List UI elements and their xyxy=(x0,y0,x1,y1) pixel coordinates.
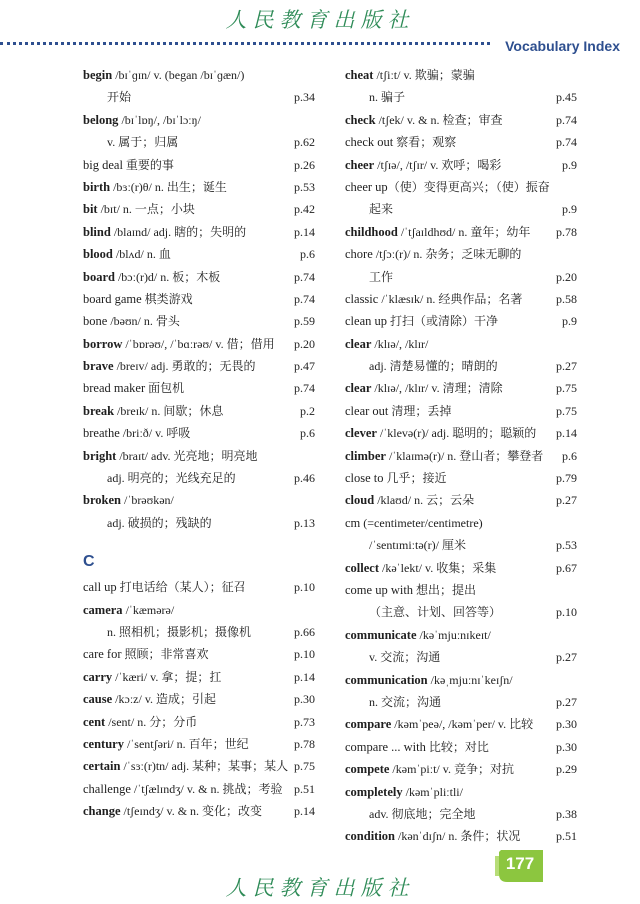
index-entry xyxy=(345,422,577,444)
entry-definition: /ˈklevə(r)/ adj. 聪明的；聪颖的 xyxy=(376,426,537,441)
entry-headword: clean up xyxy=(345,314,387,329)
index-entry-continuation xyxy=(83,512,315,534)
entry-page-ref: p.30 xyxy=(556,739,577,754)
index-entry xyxy=(345,557,577,579)
entry-headword: completely xyxy=(345,784,403,799)
index-entry xyxy=(345,154,577,176)
entry-definition: /kəˌmjuːnɪˈkeɪʃn/ xyxy=(427,672,513,687)
entry-definition: /bɪˈlɒŋ/, /bɪˈlɔːŋ/ xyxy=(118,112,201,127)
index-entry xyxy=(83,154,315,176)
index-entry-continuation xyxy=(345,355,577,377)
entry-page-ref: p.30 xyxy=(294,692,315,707)
entry-headword: bone xyxy=(83,314,108,329)
entry-definition: /blʌd/ n. 血 xyxy=(112,247,171,262)
index-entry xyxy=(345,825,577,847)
entry-page-ref: p.58 xyxy=(556,291,577,306)
entry-page-ref: p.14 xyxy=(556,426,577,441)
entry-definition: /tʃek/ v. & n. 检查；审查 xyxy=(375,112,503,127)
entry-headword: clear out xyxy=(345,403,389,418)
entry-page-ref: p.14 xyxy=(294,804,315,819)
index-entry xyxy=(83,109,315,131)
index-entry-continuation xyxy=(345,646,577,668)
entry-headword: communication xyxy=(345,672,428,687)
entry-headword: cause xyxy=(83,692,113,707)
entry-page-ref: p.13 xyxy=(294,515,315,530)
index-entry xyxy=(345,109,577,131)
entry-page-ref: p.20 xyxy=(294,336,315,351)
entry-definition: 面包机 xyxy=(145,381,185,396)
entry-headword: bright xyxy=(83,448,117,463)
entry-page-ref: p.79 xyxy=(556,471,577,486)
entry-page-ref: p.53 xyxy=(294,179,315,194)
entry-headword: come up with xyxy=(345,582,414,597)
index-entry xyxy=(345,131,577,153)
index-entry xyxy=(345,579,577,601)
entry-page-ref: p.75 xyxy=(294,759,315,774)
entry-definition: /ˈsentʃəri/ n. 百年；世纪 xyxy=(123,736,249,751)
entry-page-ref: p.10 xyxy=(294,580,315,595)
entry-headword: camera xyxy=(83,602,123,617)
entry-page-ref: p.20 xyxy=(556,269,577,284)
index-entry xyxy=(345,64,577,86)
entry-headword: chore xyxy=(345,247,373,262)
entry-definition: 重要的事 xyxy=(122,157,174,172)
entry-definition: /breɪk/ n. 间歇；休息 xyxy=(114,403,224,418)
index-entry xyxy=(83,688,315,710)
index-entry xyxy=(83,333,315,355)
index-entry xyxy=(83,422,315,444)
entry-page-ref: p.59 xyxy=(294,314,315,329)
entry-page-ref: p.10 xyxy=(294,647,315,662)
entry-page-ref: p.14 xyxy=(294,224,315,239)
entry-page-ref: p.75 xyxy=(556,381,577,396)
entry-definition: /kəmˈpeə/, /kəmˈper/ v. 比较 xyxy=(391,717,534,732)
entry-headword: board game xyxy=(83,291,142,306)
entry-headword: cloud xyxy=(345,493,375,508)
index-entry-continuation xyxy=(345,534,577,556)
index-entry xyxy=(83,800,315,822)
entry-headword: close to xyxy=(345,471,384,486)
index-entry xyxy=(345,310,577,332)
entry-headword: classic xyxy=(345,291,379,306)
section-letter xyxy=(83,548,315,576)
entry-headword: borrow xyxy=(83,336,123,351)
entry-headword: cheer up xyxy=(345,179,388,194)
entry-definition: /bɔː(r)d/ n. 板；木板 xyxy=(114,269,221,284)
index-entry xyxy=(83,489,315,511)
entry-page-ref: p.74 xyxy=(294,291,315,306)
entry-definition: /klaʊd/ n. 云；云朵 xyxy=(374,493,475,508)
entry-headword: broken xyxy=(83,493,121,508)
entry-page-ref: p.67 xyxy=(556,560,577,575)
entry-page-ref: p.38 xyxy=(556,806,577,821)
entry-definition: 几乎；接近 xyxy=(383,471,447,486)
entry-definition: /tʃiːt/ v. 欺骗；蒙骗 xyxy=(373,68,475,82)
index-entry xyxy=(83,755,315,777)
index-entry xyxy=(83,243,315,265)
index-entry xyxy=(345,445,577,467)
entry-definition: /ˈklæsɪk/ n. 经典作品；名著 xyxy=(378,291,523,306)
entry-page-ref: p.29 xyxy=(556,762,577,777)
entry-definition: adj. 破损的；残缺的 xyxy=(107,515,212,530)
entry-page-ref: p.51 xyxy=(556,829,577,844)
entry-headword: blind xyxy=(83,224,111,239)
index-entry-continuation xyxy=(345,691,577,713)
entry-definition: /kəˈlekt/ v. 收集；采集 xyxy=(379,560,497,575)
entry-page-ref: p.10 xyxy=(556,605,577,620)
index-entry-continuation xyxy=(345,803,577,825)
entry-definition: v. 交流；沟通 xyxy=(369,650,441,665)
entry-headword: cent xyxy=(83,714,106,729)
entry-definition: /kəmˈpliːtli/ xyxy=(402,784,463,799)
index-entry xyxy=(83,266,315,288)
entry-page-ref: p.66 xyxy=(294,624,315,639)
entry-page-ref: p.42 xyxy=(294,202,315,217)
entry-page-ref: p.47 xyxy=(294,359,315,374)
entry-page-ref: p.74 xyxy=(556,135,577,150)
entry-headword: check xyxy=(345,112,376,127)
entry-headword: clear xyxy=(345,381,372,396)
index-entry xyxy=(83,176,315,198)
index-entry xyxy=(345,512,577,534)
entry-definition: /sent/ n. 分；分币 xyxy=(105,714,198,729)
entry-definition: （主意、计划、回答等） xyxy=(369,605,502,620)
entry-definition: /klɪə/, /klɪr/ v. 清理；清除 xyxy=(371,381,503,396)
entry-page-ref: p.27 xyxy=(556,694,577,709)
index-entry xyxy=(345,624,577,646)
index-entry xyxy=(345,243,577,265)
index-entry xyxy=(83,400,315,422)
entry-page-ref: p.78 xyxy=(556,224,577,239)
entry-definition: 起来 xyxy=(369,202,394,217)
entry-definition: /bɜː(r)θ/ n. 出生；诞生 xyxy=(110,179,227,194)
entry-definition: 察看；观察 xyxy=(393,135,457,150)
entry-headword: change xyxy=(83,804,121,819)
entry-definition: /breɪv/ adj. 勇敢的；无畏的 xyxy=(113,359,256,374)
entry-headword: cheat xyxy=(345,68,374,82)
index-entry-continuation xyxy=(83,467,315,489)
entry-page-ref: p.6 xyxy=(562,448,577,463)
entry-definition: (=centimeter/centimetre) xyxy=(360,515,483,530)
entry-headword: certain xyxy=(83,759,121,774)
entry-headword: birth xyxy=(83,179,111,194)
entry-definition: /ˈbɒrəʊ/, /ˈbɑːrəʊ/ v. 借；借用 xyxy=(122,336,275,351)
entry-definition: 打电话给（某人）；征召 xyxy=(116,580,246,595)
entry-headword: clever xyxy=(345,426,377,441)
entry-definition: adj. 清楚易懂的；晴朗的 xyxy=(369,359,498,374)
index-entry-continuation xyxy=(83,131,315,153)
left-column xyxy=(83,64,315,823)
index-entry xyxy=(83,576,315,598)
entry-definition: /ˈklaɪmə(r)/ n. 登山者；攀登者 xyxy=(385,448,544,463)
section-letter-text: C xyxy=(83,553,95,571)
section-gap xyxy=(83,534,315,548)
entry-definition: /ˈkæri/ v. 拿；提；扛 xyxy=(112,669,222,684)
entry-definition: （使）变得更高兴；（使）振奋 xyxy=(387,179,550,194)
index-entry xyxy=(345,221,577,243)
index-entry xyxy=(345,467,577,489)
entry-headword: clear xyxy=(345,336,372,351)
entry-page-ref: p.78 xyxy=(294,736,315,751)
entry-headword: blood xyxy=(83,247,113,262)
entry-definition: 照顾；非常喜欢 xyxy=(121,647,209,662)
entry-definition: /blaɪnd/ adj. 瞎的；失明的 xyxy=(110,224,247,239)
entry-page-ref: p.30 xyxy=(556,717,577,732)
entry-headword: bread maker xyxy=(83,381,146,396)
entry-page-ref: p.74 xyxy=(294,381,315,396)
entry-headword: care for xyxy=(83,647,122,662)
entry-definition: /kəˈmjuːnɪkeɪt/ xyxy=(416,627,491,642)
entry-headword: compare xyxy=(345,717,392,732)
entry-page-ref: p.6 xyxy=(300,247,315,262)
entry-definition: n. 骗子 xyxy=(369,90,406,105)
section-title: Vocabulary Index xyxy=(493,36,640,56)
index-entry xyxy=(83,355,315,377)
entry-definition: /ˈkæmərə/ xyxy=(122,602,175,617)
entry-headword: big deal xyxy=(83,157,123,172)
index-entry xyxy=(83,643,315,665)
entry-page-ref: p.75 xyxy=(556,403,577,418)
entry-definition: 打扫（或清除）干净 xyxy=(387,314,499,329)
entry-definition: /klɪə/, /klɪr/ xyxy=(371,336,429,351)
index-entry xyxy=(83,310,315,332)
entry-headword: condition xyxy=(345,829,396,844)
index-entry xyxy=(83,711,315,733)
index-entry xyxy=(83,445,315,467)
entry-definition: /ˈtʃælɪndʒ/ v. & n. 挑战；考验 xyxy=(130,781,283,796)
index-entry xyxy=(83,733,315,755)
entry-definition: /tʃeɪndʒ/ v. & n. 变化；改变 xyxy=(120,804,263,819)
index-entry xyxy=(83,778,315,800)
entry-definition: /braɪt/ adv. 光亮地；明亮地 xyxy=(116,448,258,463)
entry-page-ref: p.9 xyxy=(562,157,577,172)
entry-page-ref: p.14 xyxy=(294,669,315,684)
entry-page-ref: p.2 xyxy=(300,403,315,418)
index-entry xyxy=(83,666,315,688)
index-entry xyxy=(83,221,315,243)
entry-page-ref: p.27 xyxy=(556,650,577,665)
entry-headword: check out xyxy=(345,135,394,150)
index-entry xyxy=(83,288,315,310)
entry-headword: breathe xyxy=(83,426,120,441)
entry-definition: /briːð/ v. 呼吸 xyxy=(119,426,191,441)
entry-definition: /ˈbrəʊkən/ xyxy=(120,493,174,508)
entry-headword: break xyxy=(83,403,115,418)
index-entry-continuation xyxy=(345,198,577,220)
entry-headword: brave xyxy=(83,359,114,374)
entry-headword: challenge xyxy=(83,781,131,796)
entry-page-ref: p.62 xyxy=(294,135,315,150)
index-entry xyxy=(345,400,577,422)
entry-headword: communicate xyxy=(345,627,417,642)
entry-headword: childhood xyxy=(345,224,398,239)
entry-definition: adv. 彻底地；完全地 xyxy=(369,806,476,821)
entry-definition: /kəmˈpiːt/ v. 竞争；对抗 xyxy=(389,762,514,777)
entry-definition: 棋类游戏 xyxy=(141,291,193,306)
entry-headword: belong xyxy=(83,112,119,127)
entry-definition: /bɪt/ n. 一点；小块 xyxy=(97,202,195,217)
entry-definition: /bɪˈɡɪn/ v. (began /bɪˈɡæn/) xyxy=(112,68,245,82)
index-entry xyxy=(345,669,577,691)
index-entry xyxy=(345,713,577,735)
index-entry xyxy=(345,333,577,355)
index-entry xyxy=(345,176,577,198)
index-entry-continuation xyxy=(345,266,577,288)
index-entry-continuation xyxy=(83,86,315,108)
index-entry xyxy=(83,377,315,399)
entry-definition: v. 属于；归属 xyxy=(107,135,179,150)
entry-definition: /ˈsɜː(r)tn/ adj. 某种；某事；某人 xyxy=(120,759,289,774)
entry-headword: bit xyxy=(83,202,98,217)
entry-definition: adj. 明亮的；光线充足的 xyxy=(107,471,236,486)
index-entry xyxy=(345,781,577,803)
index-entry xyxy=(83,64,315,86)
entry-page-ref: p.27 xyxy=(556,493,577,508)
entry-page-ref: p.27 xyxy=(556,359,577,374)
entry-definition: 清理；丢掉 xyxy=(388,403,452,418)
index-entry xyxy=(345,377,577,399)
publisher-logo-bottom: 人民教育出版社 xyxy=(225,876,415,900)
entry-definition: n. 照相机；摄影机；摄像机 xyxy=(107,624,252,639)
entry-definition: 比较；对比 xyxy=(425,739,489,754)
entry-headword: cm xyxy=(345,515,361,530)
entry-definition: /ˈsentɪmiːtə(r)/ 厘米 xyxy=(369,538,466,553)
entry-headword: carry xyxy=(83,669,113,684)
index-entry xyxy=(83,599,315,621)
entry-definition: /kɔːz/ v. 造成；引起 xyxy=(112,692,217,707)
index-entry xyxy=(83,198,315,220)
entry-page-ref: p.9 xyxy=(562,314,577,329)
entry-page-ref: p.26 xyxy=(294,157,315,172)
entry-headword: compete xyxy=(345,762,390,777)
index-entry xyxy=(345,758,577,780)
entry-headword: cheer xyxy=(345,157,375,172)
entry-page-ref: p.74 xyxy=(294,269,315,284)
entry-headword: board xyxy=(83,269,115,284)
entry-headword: compare ... with xyxy=(345,739,426,754)
entry-page-ref: p.51 xyxy=(294,781,315,796)
index-entry-continuation xyxy=(345,86,577,108)
entry-headword: collect xyxy=(345,560,380,575)
entry-definition: /kənˈdɪʃn/ n. 条件；状况 xyxy=(395,829,521,844)
entry-page-ref: p.46 xyxy=(294,471,315,486)
entry-page-ref: p.34 xyxy=(294,90,315,105)
entry-definition: 工作 xyxy=(369,269,394,284)
entry-definition: n. 交流；沟通 xyxy=(369,694,442,709)
entry-headword: begin xyxy=(83,68,113,82)
index-entry-continuation xyxy=(83,621,315,643)
entry-page-ref: p.73 xyxy=(294,714,315,729)
entry-definition: /tʃɪə/, /tʃɪr/ v. 欢呼；喝彩 xyxy=(374,157,502,172)
entry-headword: climber xyxy=(345,448,386,463)
index-entry xyxy=(345,489,577,511)
right-column xyxy=(345,64,577,848)
index-entry-continuation xyxy=(345,601,577,623)
entry-definition: /tʃɔː(r)/ n. 杂务；乏味无聊的 xyxy=(372,247,522,262)
entry-headword: call up xyxy=(83,580,117,595)
page-number: 177 xyxy=(505,854,535,873)
entry-page-ref: p.45 xyxy=(556,90,577,105)
entry-definition: /ˈtʃaɪldhʊd/ n. 童年；幼年 xyxy=(397,224,531,239)
entry-definition: 开始 xyxy=(107,90,132,105)
entry-page-ref: p.9 xyxy=(562,202,577,217)
publisher-logo-top: 人民教育出版社 xyxy=(225,8,415,32)
entry-page-ref: p.6 xyxy=(300,426,315,441)
index-entry xyxy=(345,736,577,758)
entry-page-ref: p.74 xyxy=(556,112,577,127)
entry-definition: 想出；提出 xyxy=(413,582,477,597)
entry-headword: century xyxy=(83,736,124,751)
index-entry xyxy=(345,288,577,310)
entry-page-ref: p.53 xyxy=(556,538,577,553)
entry-definition: /bəʊn/ n. 骨头 xyxy=(107,314,180,329)
